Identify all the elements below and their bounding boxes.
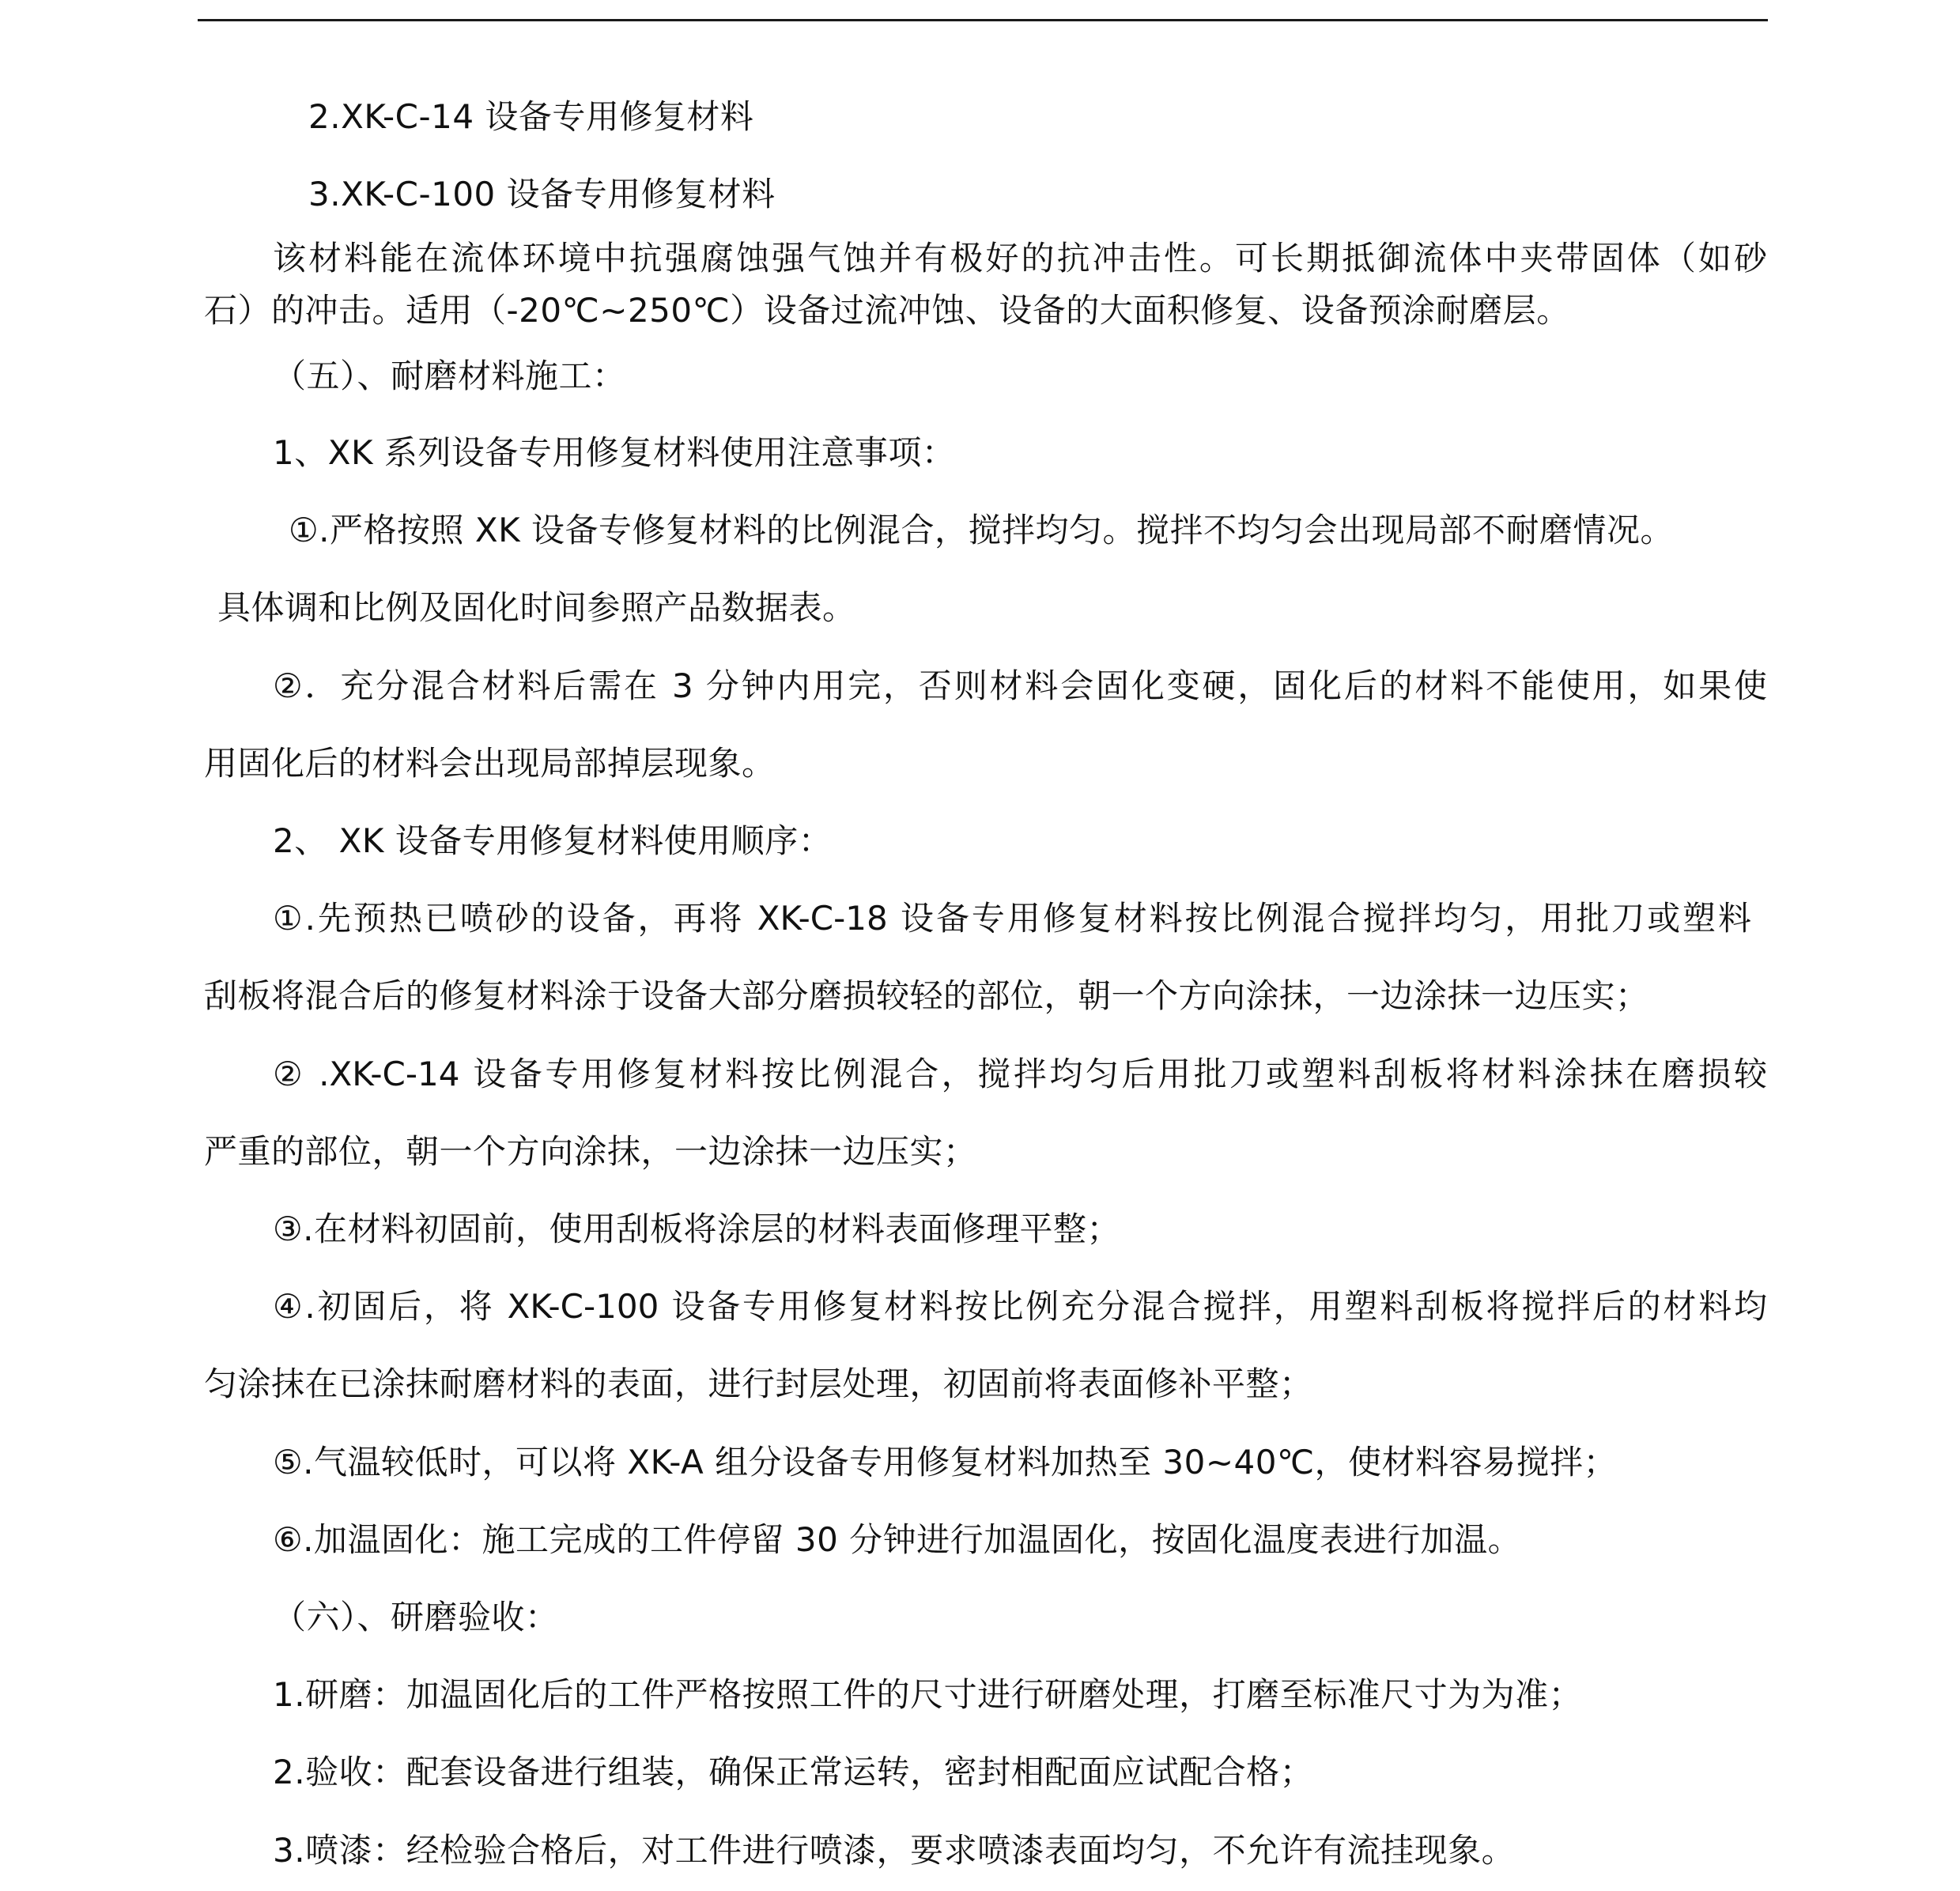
step-5: ⑤.气温较低时，可以将 XK-A 组分设备专用修复材料加热至 30~40℃，使材料容易搅拌； [273, 1443, 1618, 1481]
precaution-2-line-1: ②．充分混合材料后需在 3 分钟内用完，否则材料会固化变硬，固化后的材料不能使用，如果使 [273, 666, 1767, 705]
subheading-precautions: 1、XK 系列设备专用修复材料使用注意事项： [273, 433, 956, 472]
precaution-2-line-2: 用固化后的材料会出现局部掉层现象。 [204, 744, 776, 783]
precaution-1-line-2: 具体调和比例及固化时间参照产品数据表。 [217, 588, 856, 627]
step-4-line-2: 匀涂抹在已涂抹耐磨材料的表面，进行封层处理，初固前将表面修补平整； [204, 1364, 1313, 1403]
acceptance-item-2: 2.验收：配套设备进行组装，确保正常运转，密封相配面应试配合格； [273, 1753, 1314, 1791]
step-3: ③.在材料初固前，使用刮板将涂层的材料表面修理平整； [273, 1210, 1121, 1248]
material-description-line-1: 该材料能在流体环境中抗强腐蚀强气蚀并有极好的抗冲击性。可长期抵御流体中夹带固体（如砂 [273, 239, 1767, 277]
material-item-2: 2.XK-C-14 设备专用修复材料 [308, 97, 754, 136]
material-description-line-2: 石）的冲击。适用（-20℃~250℃）设备过流冲蚀、设备的大面积修复、设备预涂耐磨层。 [204, 291, 1570, 330]
material-item-3: 3.XK-C-100 设备专用修复材料 [308, 175, 776, 213]
section-heading-6: （六）、研磨验收： [273, 1598, 559, 1636]
step-2-line-1: ② .XK-C-14 设备专用修复材料按比例混合，搅拌均匀后用批刀或塑料刮板将材料涂抹在磨损较 [273, 1055, 1767, 1093]
step-6: ⑥.加温固化：施工完成的工件停留 30 分钟进行加温固化，按固化温度表进行加温。 [273, 1520, 1522, 1559]
header-rule [198, 19, 1768, 21]
step-1-line-1: ①.先预热已喷砂的设备，再将 XK-C-18 设备专用修复材料按比例混合搅拌均匀，用批刀或塑料 [273, 899, 1751, 938]
step-4-line-1: ④.初固后，将 XK-C-100 设备专用修复材料按比例充分混合搅拌，用塑料刮板将搅拌后的材料均 [273, 1287, 1767, 1326]
step-2-line-2: 严重的部位，朝一个方向涂抹，一边涂抹一边压实； [204, 1132, 977, 1171]
acceptance-item-1: 1.研磨：加温固化后的工件严格按照工件的尺寸进行研磨处理，打磨至标准尺寸为为准； [273, 1675, 1583, 1714]
precaution-1-line-1: ①.严格按照 XK 设备专修复材料的比例混合，搅拌均匀。搅拌不均匀会出现局部不耐磨情况。 [289, 511, 1675, 549]
step-1-line-2: 刮板将混合后的修复材料涂于设备大部分磨损较轻的部位，朝一个方向涂抹，一边涂抹一边压实； [204, 976, 1649, 1015]
section-heading-5: （五）、耐磨材料施工： [273, 357, 626, 395]
acceptance-item-3: 3.喷漆：经检验合格后，对工件进行喷漆，要求喷漆表面均匀，不允许有流挂现象。 [273, 1831, 1516, 1870]
subheading-sequence: 2、 XK 设备专用修复材料使用顺序： [273, 821, 833, 860]
